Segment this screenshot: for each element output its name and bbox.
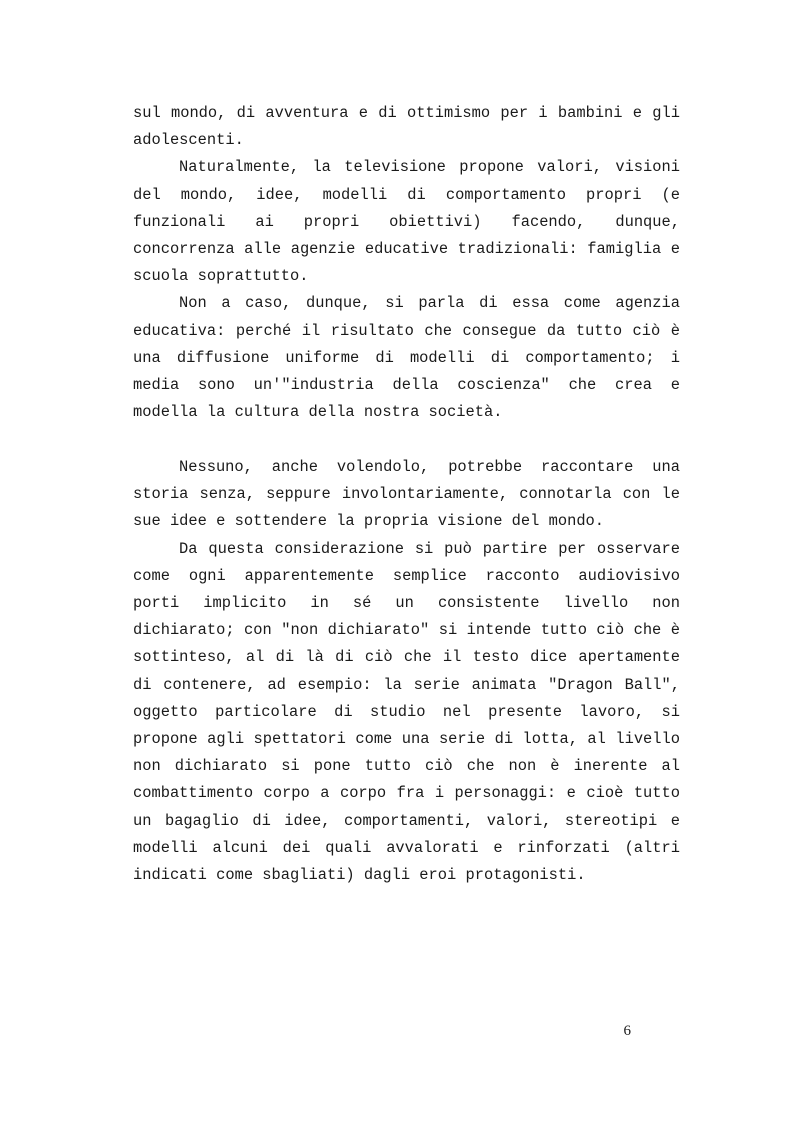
- paragraph-continuation: sul mondo, di avventura e di ottimismo per i bambini e gli adolescenti.: [133, 104, 680, 150]
- paragraph: Non a caso, dunque, si parla di essa come agenzia educativa: perché il risultato che consegue da tutto ciò è una diffusione uniforme di modelli di comportamento; i media sono un'"industria della coscienza" che crea e modella la cultura della nostra società.: [133, 294, 680, 422]
- text-section-2: [133, 454, 680, 889]
- paragraph: Da questa considerazione si può partire per osservare come ogni apparentemente semplice racconto audiovisivo porti implicito in sé un consistente livello non dichiarato; con "non dichiarato" si intende tutto ciò che è sottinteso, al di là di ciò che il testo dice apertamente di contenere, ad esempio: la serie animata "Dragon Ball", oggetto particolare di studio nel presente lavoro, si propone agli spettatori come una serie di lotta, al livello non dichiarato si pone tutto ciò che non è inerente al combattimento corpo a corpo fra i personaggi: e cioè tutto un bagaglio di idee, comportamenti, valori, stereotipi e modelli alcuni dei quali avvalorati e rinforzati (altri indicati come sbagliati) dagli eroi protagonisti.: [133, 539, 680, 885]
- paragraph: Naturalmente, la televisione propone valori, visioni del mondo, idee, modelli di comportamento propri (e funzionali ai propri obiettivi) facendo, dunque, concorrenza alle agenzie educative tradizionali: famiglia e scuola soprattutto.: [133, 158, 680, 286]
- page-number: 6: [623, 1023, 631, 1039]
- paragraph: Nessuno, anche volendolo, potrebbe raccontare una storia senza, seppure involontariamente, connotarla con le sue idee e sottendere la propria visione del mondo.: [133, 458, 680, 531]
- text-section-1: [133, 100, 680, 426]
